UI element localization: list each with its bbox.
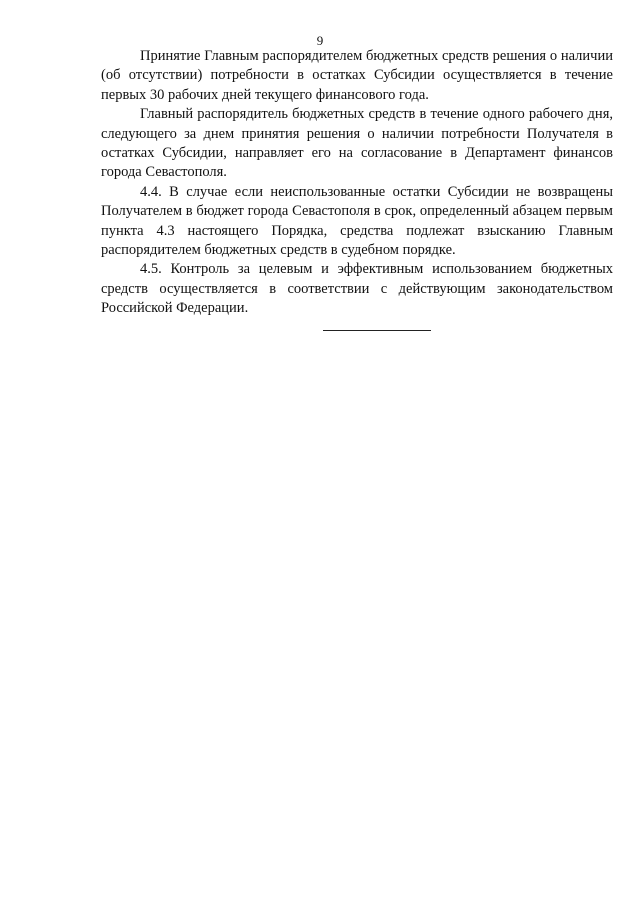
paragraph-4-5-control: 4.5. Контроль за целевым и эффективным использованием бюджетных средств осуществляется в соответствии с действующим законодательством Российской Федерации.: [101, 261, 613, 317]
paragraph-approval-department: Главный распорядитель бюджетных средств в течение одного рабочего дня, следующего за днем принятия решения о наличии потребности Получателя в остатках Субсидии, направляет его на согласование в Департамент финансов города Севастополя.: [101, 106, 613, 181]
paragraph-4-4-recovery: 4.4. В случае если неиспользованные остатки Субсидии не возвращены Получателем в бюджет города Севастополя в срок, определенный абзацем первым пункта 4.3 настоящего Порядка, средства подлежат взысканию Главным распорядителем бюджетных средств в судебном порядке.: [101, 183, 613, 259]
page-number: 9: [316, 33, 324, 48]
end-separator-line: [323, 330, 431, 331]
paragraph-budget-decision: Принятие Главным распорядителем бюджетных средств решения о наличии (об отсутствии) потребности в остатках Субсидии осуществляется в течение первых 30 рабочих дней текущего финансового года.: [101, 48, 613, 103]
document-body: [101, 47, 613, 319]
